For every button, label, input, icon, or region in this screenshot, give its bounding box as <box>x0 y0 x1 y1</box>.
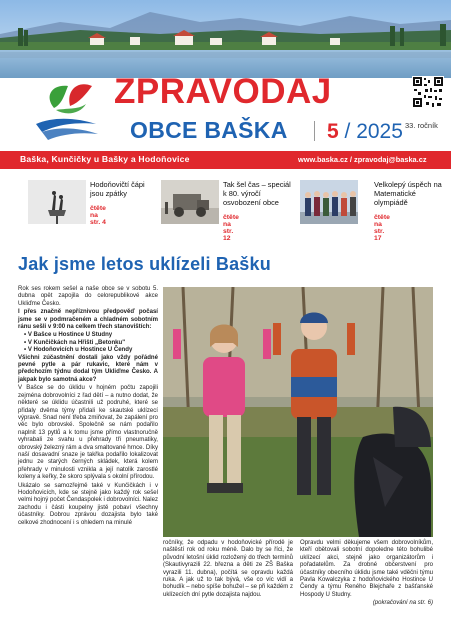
teaser-text: Velkolepý úspěch na Matematické olympiádě <box>374 180 442 207</box>
paragraph: ročníky, že odpadu v hodoňovické přírodě je naštěstí rok od roku méně. Dalo by se říci, že původní letošní úklid rozložený do třech termínů (Skautivyrazili 22. března a děti ze ZŠ Baška vyrazili 11. dubna), počítá se opravdu každá ruka. A jak už to tak bývá, vše co víc vidí a bohudík – nebo spíše bohužel – se při každém z uklízecích dní pytle dozajista najdou. <box>163 540 293 598</box>
teaser-text: Tak šel čas – speciál k 80. výročí osvobození obce <box>223 180 291 207</box>
header-photo <box>0 0 451 78</box>
paragraph: Všichni zúčastnění dostali jako vždy pořádné pevné pytle a pár rukavic, které nám v předchozím týdnu dodal tým Ukliďme Česko. A jakpak bylo samotná akce? <box>18 354 158 383</box>
paragraph: Opravdu velmi děkujeme všem dobrovolníkům, kteří obětovali sobotní dopoledne této bohulibé uklízecí akci, stejně jako organizátorům i pořadatelům. Za drobné občerstvení pro účastníky obecního úklidu jsme také vděčni týmu Pavla Kowalczyka z hodoňovického Hostince U Čendy a týmu Reného Blejchaře z bašťanské Hospody U Studny. <box>300 540 433 598</box>
article-column-1 <box>18 286 158 528</box>
teaser-text: Hodoňovičtí čápi jsou zpátky <box>90 180 145 198</box>
history-photo <box>161 180 219 224</box>
paragraph: V Bašce se do úklidu v hojném počtu zapojili zejména dobrovolníci z řad dětí – a nutno dodat, že některé se úklidu účastnili už podruhé, které se přidaly dvěma týmy přidali ke skautské uklízecí výpravě. Snad není třeba zmiňovat, že zapálení pro věc bylo obrovské. Společně se nám podařilo naplnit 13 pytlů a k tomu jsme přímo vlastnoručně vyhrabali ze svahu u přehrady tři pneumatiky, obrovský železný rám a dva smaltované hrnce. Díky naší dosavadní snaze je takřka podařilo lokalizovat jednu ze starých černých skládek, která kolem přehrady v minulosti vznikla a její natolik zarostlé koleny a keřky, že skoro splývala s okolní přírodou. <box>18 385 158 481</box>
masthead-title: ZPRAVODAJ <box>114 72 332 111</box>
continued-note: (pokračování na str. 6) <box>372 600 433 607</box>
volume-label: 33. ročník <box>405 121 438 130</box>
cleanup-photo <box>163 287 433 537</box>
olympiad-photo <box>300 180 358 224</box>
article-column-3 <box>300 540 433 609</box>
teaser-ref[interactable]: čtěte na str. 12 <box>223 214 239 242</box>
logo-leaves-icon <box>34 78 114 142</box>
villages-label: Baška, Kunčičky u Bašky a Hodoňovice <box>20 154 190 164</box>
storks-photo <box>28 180 86 224</box>
article-column-2 <box>163 540 293 600</box>
paragraph: I přes značně nepříznivou předpověď počasí jsme se v podmračeném a chladném sobotním ránu sešli v 9:00 na celkem třech stanovištích: <box>18 309 158 331</box>
masthead-divider <box>314 121 315 141</box>
paragraph: Ukázalo se samozřejmě také v Kunčičkách i v Hodoňovicích, kde se stejně jako každý rok sešel velmi hojný počet Čendaspolek i dobrovolníci. Nalez zachodu i části koupelny jistě pobaví všechny účastníky. Dobrou zprávou dozajista bylo také celkové zhodnocení i s ohledem na minulé <box>18 482 158 526</box>
masthead-subtitle: OBCE BAŠKA <box>130 117 288 143</box>
issue-number: 5 / 2025 <box>327 120 403 143</box>
list-item: • V Bašce u Hostince U Studny <box>24 332 158 339</box>
paragraph: Rok ses rokem sešel a naše obce se v sobotu 5. dubna opět zapojila do celorepublikové akce Ukliďme Česko. <box>18 286 158 307</box>
teaser-ref[interactable]: čtěte na str. 17 <box>374 214 390 242</box>
article-headline: Jak jsme letos uklízeli Bašku <box>18 254 271 274</box>
info-band <box>0 151 451 169</box>
contact-links[interactable]: www.baska.cz / zpravodaj@baska.cz <box>298 154 427 164</box>
qr-code-icon[interactable] <box>412 76 444 108</box>
list-item: • V Kunčičkách na Hřišti „Betonku" <box>24 340 158 347</box>
location-list <box>18 332 158 354</box>
list-item: • V Hodoňovicích u Hostince U Čendy <box>24 347 158 354</box>
teaser-ref[interactable]: čtěte na str. 4 <box>90 205 106 226</box>
